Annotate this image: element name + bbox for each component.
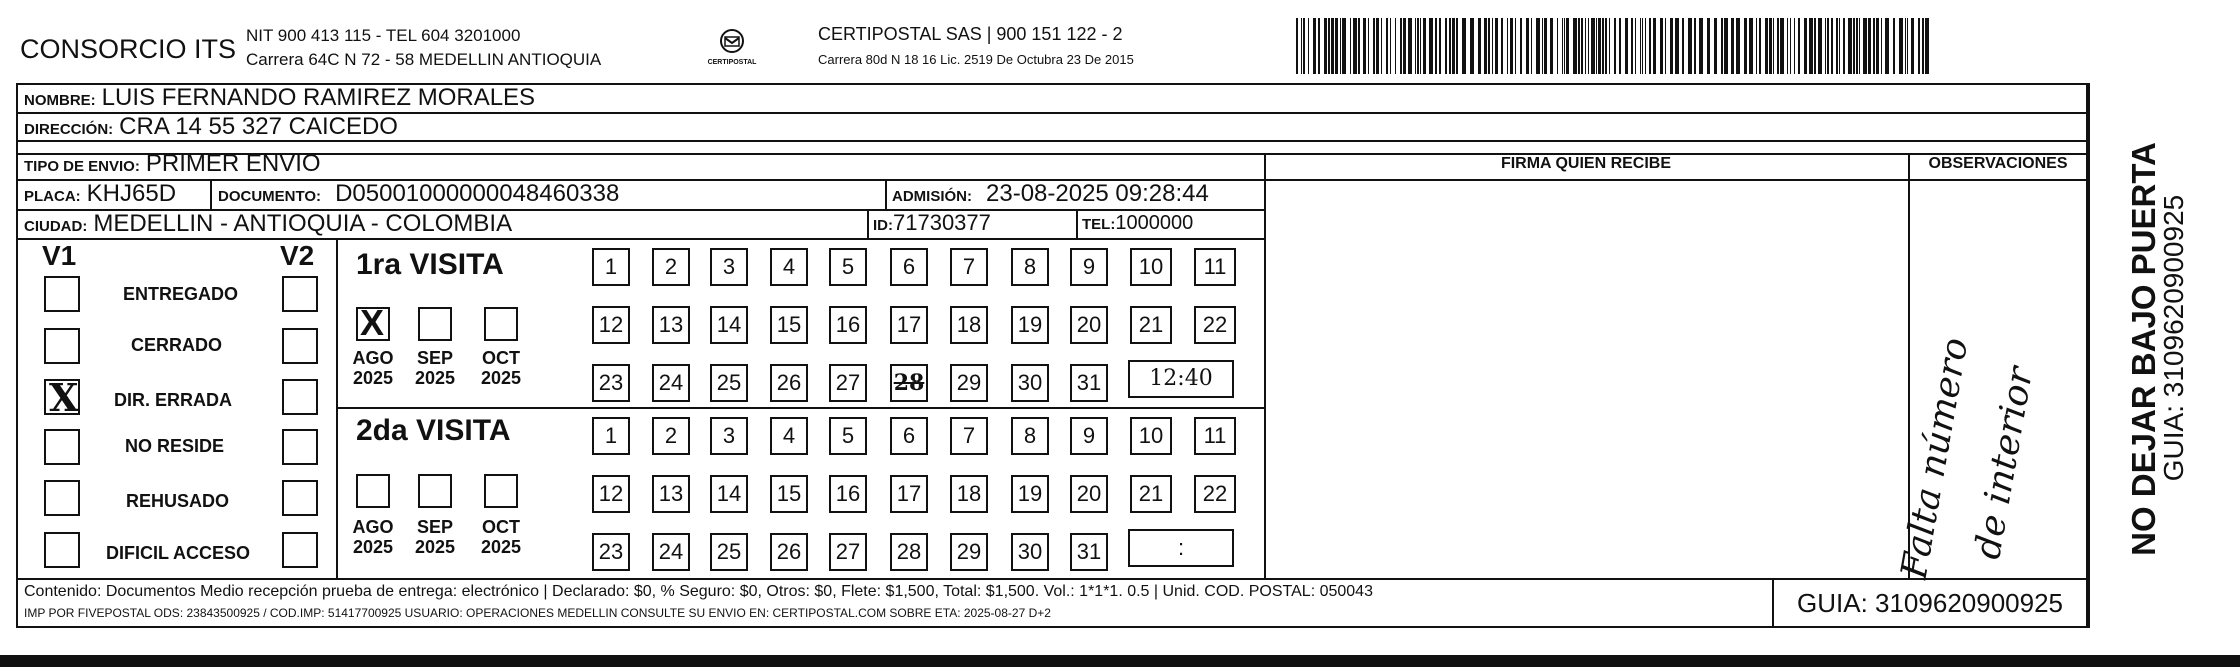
v1-label: V1: [42, 240, 77, 271]
day-box[interactable]: 1: [592, 248, 630, 286]
visit-2-title: 2da VISITA: [356, 414, 511, 447]
barcode-bar: [1798, 18, 1800, 74]
v1-checkbox-dificil-acceso[interactable]: [44, 532, 80, 568]
footer-print-line: IMP POR FIVEPOSTAL ODS: 23843500925 / COD.IMP: 51417700925 USUARIO: OPERACIONES MEDELLIN CONSULTE SU ENVIO EN: CERTIPOSTAL.COM SOBRE ETA: 2025-08-27 D+2: [24, 606, 1051, 620]
barcode-bar: [1484, 18, 1487, 74]
day-box[interactable]: 19: [1011, 475, 1049, 513]
city-field: [24, 210, 512, 238]
day-box[interactable]: 1: [592, 417, 630, 455]
barcode-bar: [1296, 18, 1298, 74]
barcode-bar: [1531, 18, 1532, 74]
barcode-bar: [1642, 18, 1643, 74]
barcode-bar: [1324, 18, 1327, 74]
barcode-bar: [1335, 18, 1338, 74]
barcode-bar: [1439, 18, 1441, 74]
barcode-bar: [1544, 18, 1547, 74]
barcode-bar: [1881, 18, 1882, 74]
barcode: [1296, 18, 1932, 74]
barcode-bar: [1736, 18, 1740, 74]
barcode-bar: [1342, 18, 1346, 74]
city-value: MEDELLIN - ANTIOQUIA - COLOMBIA: [93, 210, 513, 237]
barcode-bar: [1550, 18, 1553, 74]
barcode-bar: [1331, 18, 1334, 74]
day-box[interactable]: 17: [890, 475, 928, 513]
barcode-bar: [1724, 18, 1728, 74]
barcode-bar: [1542, 18, 1543, 74]
document-value: D05001000000048460338: [335, 180, 620, 207]
barcode-bar: [1907, 18, 1908, 74]
name-label: NOMBRE:: [24, 92, 96, 109]
barcode-bar: [1507, 18, 1508, 74]
visit-2-month-label-sep: SEP 2025: [414, 517, 456, 557]
barcode-bar: [1452, 18, 1455, 74]
day-box-marked[interactable]: 28: [890, 364, 928, 402]
month-check-mark: X: [360, 302, 385, 343]
barcode-bar: [1462, 18, 1466, 74]
company-name: CONSORCIO ITS: [20, 34, 237, 64]
barcode-bar: [1635, 18, 1636, 74]
day-box[interactable]: 10: [1130, 248, 1172, 286]
day-box[interactable]: 21: [1130, 475, 1172, 513]
signature-header: FIRMA QUIEN RECIBE: [1500, 155, 1672, 172]
barcode-bar: [1564, 18, 1565, 74]
visit-1-month-sep[interactable]: [418, 307, 452, 341]
bottom-band: [0, 655, 2240, 667]
courier-logo: [704, 28, 760, 66]
barcode-bar: [1825, 18, 1826, 74]
barcode-bar: [1773, 18, 1774, 74]
barcode-bar: [1848, 18, 1852, 74]
visit-2-month-sep[interactable]: [418, 474, 452, 508]
barcode-bar: [1843, 18, 1845, 74]
barcode-bar: [1922, 18, 1924, 74]
company-address: Carrera 64C N 72 - 58 MEDELLIN ANTIOQUIA: [246, 50, 602, 69]
barcode-bar: [1777, 18, 1779, 74]
status-label-no-reside: NO RESIDE: [125, 436, 225, 456]
side-text: [2094, 100, 2204, 560]
recipient-address: CRA 14 55 327 CAICEDO: [119, 113, 398, 140]
barcode-bar: [1526, 18, 1529, 74]
barcode-bar: [1665, 18, 1666, 74]
day-box[interactable]: 9: [1070, 248, 1108, 286]
v1-checkbox-rehusado[interactable]: [44, 480, 80, 516]
day-box[interactable]: 31: [1070, 364, 1108, 402]
day-box[interactable]: 21: [1130, 306, 1172, 344]
barcode-bar: [1581, 18, 1583, 74]
day-box[interactable]: 11: [1194, 417, 1236, 455]
day-box[interactable]: 26: [770, 533, 808, 571]
day-box[interactable]: 30: [1011, 364, 1049, 402]
no-dejar-bajo-puerta: NO DEJAR BAJO PUERTA: [2125, 142, 2162, 556]
barcode-bar: [1645, 18, 1646, 74]
day-box[interactable]: 25: [710, 533, 748, 571]
day-box[interactable]: 12: [592, 475, 630, 513]
visit-1-month-ago[interactable]: [356, 302, 390, 343]
barcode-bar: [1588, 18, 1589, 74]
barcode-bar: [1350, 18, 1351, 74]
day-box[interactable]: 11: [1194, 248, 1236, 286]
barcode-bar: [1787, 18, 1788, 74]
day-box[interactable]: 16: [829, 306, 867, 344]
barcode-bar: [1429, 18, 1433, 74]
admission-field: [892, 180, 1209, 208]
barcode-bar: [1578, 18, 1580, 74]
barcode-bar: [1495, 18, 1498, 74]
day-box[interactable]: 9: [1070, 417, 1108, 455]
barcode-bar: [1899, 18, 1903, 74]
day-box[interactable]: 5: [829, 248, 867, 286]
day-box[interactable]: 24: [652, 533, 690, 571]
barcode-bar: [1420, 18, 1421, 74]
barcode-bar: [1749, 18, 1753, 74]
visit-2-time: :: [1177, 535, 1185, 560]
barcode-bar: [1408, 18, 1412, 74]
day-box[interactable]: 20: [1070, 475, 1108, 513]
courier-name: CERTIPOSTAL SAS | 900 151 122 - 2: [818, 24, 1123, 44]
observations-header: OBSERVACIONES: [1928, 155, 2068, 172]
barcode-bar: [1863, 18, 1867, 74]
barcode-bar: [1893, 18, 1895, 74]
barcode-bar: [1714, 18, 1717, 74]
recipient-name: LUIS FERNANDO RAMIREZ MORALES: [101, 84, 536, 111]
status-label-entregado: ENTREGADO: [123, 284, 239, 304]
barcode-bar: [1368, 18, 1369, 74]
visit-1-time-box[interactable]: [1128, 360, 1234, 398]
barcode-bar: [1744, 18, 1747, 74]
day-box[interactable]: 28: [890, 533, 928, 571]
address-label: DIRECCIÓN:: [24, 121, 114, 138]
barcode-bar: [1876, 18, 1879, 74]
barcode-bar: [1836, 18, 1838, 74]
logo-text: CERTIPOSTAL: [707, 59, 757, 66]
id-label: ID:: [873, 217, 893, 234]
barcode-bar: [1660, 18, 1663, 74]
barcode-bar: [1403, 18, 1406, 74]
barcode-bar: [1809, 18, 1813, 74]
barcode-bar: [1670, 18, 1673, 74]
visit-2-month-oct[interactable]: [484, 474, 518, 508]
day-box[interactable]: 29: [950, 533, 988, 571]
barcode-bar: [1721, 18, 1723, 74]
barcode-bar: [1625, 18, 1628, 74]
barcode-bar: [1456, 18, 1458, 74]
day-box[interactable]: 31: [1070, 533, 1108, 571]
day-box[interactable]: 8: [1011, 248, 1049, 286]
day-box[interactable]: 13: [652, 475, 690, 513]
barcode-bar: [1515, 18, 1516, 74]
plate-value: KHJ65D: [86, 180, 177, 207]
barcode-bar: [1596, 18, 1597, 74]
barcode-bar: [1905, 18, 1906, 74]
visit-1-month-label-oct: OCT 2025: [480, 348, 522, 388]
barcode-bar: [1911, 18, 1914, 74]
day-box[interactable]: 15: [770, 306, 808, 344]
barcode-bar: [1536, 18, 1540, 74]
barcode-bar: [1492, 18, 1493, 74]
barcode-bar: [1566, 18, 1569, 74]
day-box[interactable]: 6: [890, 417, 928, 455]
barcode-bar: [1649, 18, 1651, 74]
barcode-bar: [1859, 18, 1860, 74]
observations-line-1: Falta número: [1893, 334, 1977, 582]
barcode-bar: [1602, 18, 1604, 74]
barcode-bar: [1614, 18, 1616, 74]
day-box[interactable]: 26: [770, 364, 808, 402]
barcode-bar: [1759, 18, 1761, 74]
day-box[interactable]: 19: [1011, 306, 1049, 344]
document-label: DOCUMENTO:: [218, 188, 322, 205]
day-box[interactable]: 14: [710, 306, 748, 344]
barcode-bar: [1853, 18, 1855, 74]
day-box[interactable]: 18: [950, 306, 988, 344]
day-box[interactable]: 2: [652, 417, 690, 455]
observations-handwritten: [1893, 260, 2090, 582]
status-label-dir-errada: DIR. ERRADA: [114, 390, 233, 410]
barcode-bar: [1435, 18, 1437, 74]
type-label: TIPO DE ENVIO:: [24, 158, 140, 175]
barcode-bar: [1765, 18, 1768, 74]
barcode-bar: [1562, 18, 1563, 74]
day-box[interactable]: 8: [1011, 417, 1049, 455]
observations-line-2: de interior: [1967, 364, 2042, 563]
recipient-name-row: [24, 84, 535, 112]
barcode-bar: [1400, 18, 1402, 74]
barcode-bar: [1814, 18, 1816, 74]
barcode-bar: [1328, 18, 1330, 74]
v2-checkbox-entregado[interactable]: [282, 276, 318, 312]
status-label-cerrado: CERRADO: [131, 335, 223, 355]
courier-address: Carrera 80d N 18 16 Lic. 2519 De Octubra 23 De 2015: [818, 52, 1134, 67]
barcode-bar: [1731, 18, 1734, 74]
day-box[interactable]: 27: [829, 533, 867, 571]
status-label-dificil-acceso: DIFICIL ACCESO: [106, 543, 251, 563]
day-box[interactable]: 25: [710, 364, 748, 402]
envelope-logo-icon: [717, 28, 747, 54]
day-box[interactable]: 29: [950, 364, 988, 402]
visit-1-title: 1ra VISITA: [356, 248, 504, 281]
side-guia: GUIA: 3109620900925: [2158, 194, 2189, 482]
day-box[interactable]: 14: [710, 475, 748, 513]
barcode-bar: [1682, 18, 1684, 74]
barcode-bar: [1839, 18, 1840, 74]
day-box[interactable]: 3: [710, 248, 748, 286]
day-box[interactable]: 17: [890, 306, 928, 344]
document-field: [218, 180, 619, 208]
day-box[interactable]: 20: [1070, 306, 1108, 344]
v2-checkbox-dificil-acceso[interactable]: [282, 532, 318, 568]
barcode-bar: [1417, 18, 1419, 74]
visit-1-month-oct[interactable]: [484, 307, 518, 341]
barcode-bar: [1790, 18, 1791, 74]
status-label-rehusado: REHUSADO: [126, 491, 230, 511]
admission-value: 23-08-2025 09:28:44: [986, 180, 1209, 207]
check-mark: X: [49, 375, 79, 420]
barcode-bar: [1598, 18, 1601, 74]
barcode-bar: [1756, 18, 1757, 74]
barcode-bar: [1925, 18, 1929, 74]
barcode-bar: [1769, 18, 1772, 74]
barcode-bar: [1449, 18, 1451, 74]
barcode-bar: [1381, 18, 1382, 74]
id-field: [873, 210, 991, 236]
barcode-bar: [1303, 18, 1305, 74]
barcode-bar: [1510, 18, 1513, 74]
admission-label: ADMISIÓN:: [892, 188, 972, 205]
v1-checkbox-no-reside[interactable]: [44, 429, 80, 465]
barcode-bar: [1794, 18, 1795, 74]
barcode-bar: [1804, 18, 1807, 74]
visit-2-month-label-ago: AGO 2025: [352, 517, 394, 557]
day-box[interactable]: 30: [1011, 533, 1049, 571]
v1-checkbox-dir-errada[interactable]: [44, 375, 80, 420]
barcode-bar: [1340, 18, 1341, 74]
barcode-bar: [1831, 18, 1833, 74]
barcode-bar: [1694, 18, 1696, 74]
barcode-bar: [1688, 18, 1692, 74]
day-box[interactable]: 6: [890, 248, 928, 286]
barcode-bar: [1470, 18, 1474, 74]
barcode-bar: [1856, 18, 1858, 74]
barcode-bar: [1918, 18, 1920, 74]
barcode-bar: [1308, 18, 1309, 74]
plate-label: PLACA:: [24, 188, 81, 205]
v1-checkbox-entregado[interactable]: [44, 276, 80, 312]
day-box[interactable]: 22: [1194, 306, 1236, 344]
day-box[interactable]: 4: [770, 248, 808, 286]
barcode-bar: [1415, 18, 1416, 74]
shipment-type-row: [24, 150, 321, 178]
barcode-bar: [1605, 18, 1607, 74]
v2-checkbox-dir-errada[interactable]: [282, 379, 318, 415]
recipient-address-row: [24, 113, 398, 141]
shipment-type: PRIMER ENVIO: [145, 150, 321, 177]
barcode-bar: [1707, 18, 1710, 74]
barcode-bar: [1653, 18, 1656, 74]
visit-1-time: 12:40: [1149, 366, 1213, 391]
barcode-bar: [1301, 18, 1302, 74]
day-box[interactable]: 27: [829, 364, 867, 402]
barcode-bar: [1376, 18, 1379, 74]
id-value: 71730377: [893, 210, 991, 235]
day-box[interactable]: 22: [1194, 475, 1236, 513]
barcode-bar: [1699, 18, 1703, 74]
barcode-bar: [1585, 18, 1586, 74]
v2-checkbox-no-reside[interactable]: [282, 429, 318, 465]
barcode-bar: [1395, 18, 1396, 74]
v1-checkbox-cerrado[interactable]: [44, 328, 80, 364]
tel-value: 1000000: [1115, 212, 1194, 234]
barcode-bar: [1780, 18, 1784, 74]
visit-1-month-label-ago: AGO 2025: [352, 348, 394, 388]
day-box[interactable]: 7: [950, 248, 988, 286]
barcode-bar: [1885, 18, 1889, 74]
barcode-bar: [1818, 18, 1822, 74]
day-box[interactable]: 5: [829, 417, 867, 455]
barcode-bar: [1827, 18, 1829, 74]
day-box[interactable]: 4: [770, 417, 808, 455]
v2-checkbox-rehusado[interactable]: [282, 480, 318, 516]
barcode-bar: [1520, 18, 1522, 74]
barcode-bar: [1591, 18, 1595, 74]
day-box[interactable]: 23: [592, 533, 630, 571]
barcode-bar: [1358, 18, 1360, 74]
company-nit: NIT 900 413 115 - TEL 604 3201000: [246, 26, 521, 45]
visit-2-month-ago[interactable]: [356, 474, 390, 508]
day-box[interactable]: 7: [950, 417, 988, 455]
v2-label: V2: [280, 240, 315, 271]
day-box[interactable]: 24: [652, 364, 690, 402]
v2-checkbox-cerrado[interactable]: [282, 328, 318, 364]
footer-content-line: Contenido: Documentos Medio recepción prueba de entrega: electrónico | Declarado: $0, % Seguro: $0, Otros: $0, Flete: $1,500, Total: $1,500. Vol.: 1*1*1. 0.5 | Unid. COD. POSTAL: 050043: [24, 583, 1373, 600]
day-box[interactable]: 18: [950, 475, 988, 513]
city-label: CIUDAD:: [24, 218, 88, 235]
barcode-bar: [1619, 18, 1621, 74]
barcode-bar: [1640, 18, 1641, 74]
barcode-bar: [1423, 18, 1426, 74]
footer-guia: GUIA: 3109620900925: [1797, 588, 2063, 618]
visit-1-month-label-sep: SEP 2025: [414, 348, 456, 388]
barcode-bar: [1445, 18, 1447, 74]
visit-2-time-box[interactable]: [1128, 529, 1234, 567]
tel-label: TEL:: [1082, 216, 1116, 233]
barcode-bar: [1631, 18, 1633, 74]
barcode-bar: [1868, 18, 1871, 74]
barcode-bar: [1609, 18, 1610, 74]
day-box[interactable]: 13: [652, 306, 690, 344]
tel-field: [1082, 212, 1193, 235]
barcode-bar: [1478, 18, 1481, 74]
barcode-bar: [1353, 18, 1357, 74]
barcode-bar: [1873, 18, 1875, 74]
day-box[interactable]: 12: [592, 306, 630, 344]
barcode-bar: [1675, 18, 1679, 74]
plate-field: [24, 180, 176, 208]
day-box[interactable]: 3: [710, 417, 748, 455]
barcode-bar: [1318, 18, 1320, 74]
barcode-bar: [1501, 18, 1503, 74]
barcode-bar: [1373, 18, 1375, 74]
day-box[interactable]: 15: [770, 475, 808, 513]
day-box[interactable]: 23: [592, 364, 630, 402]
visit-2-month-label-oct: OCT 2025: [480, 517, 522, 557]
barcode-bar: [1557, 18, 1558, 74]
barcode-bar: [1363, 18, 1366, 74]
barcode-bar: [1313, 18, 1316, 74]
barcode-bar: [1390, 18, 1391, 74]
barcode-bar: [1573, 18, 1577, 74]
barcode-bar: [1488, 18, 1490, 74]
day-box[interactable]: 2: [652, 248, 690, 286]
day-box[interactable]: 16: [829, 475, 867, 513]
barcode-bar: [1386, 18, 1388, 74]
day-box[interactable]: 10: [1130, 417, 1172, 455]
